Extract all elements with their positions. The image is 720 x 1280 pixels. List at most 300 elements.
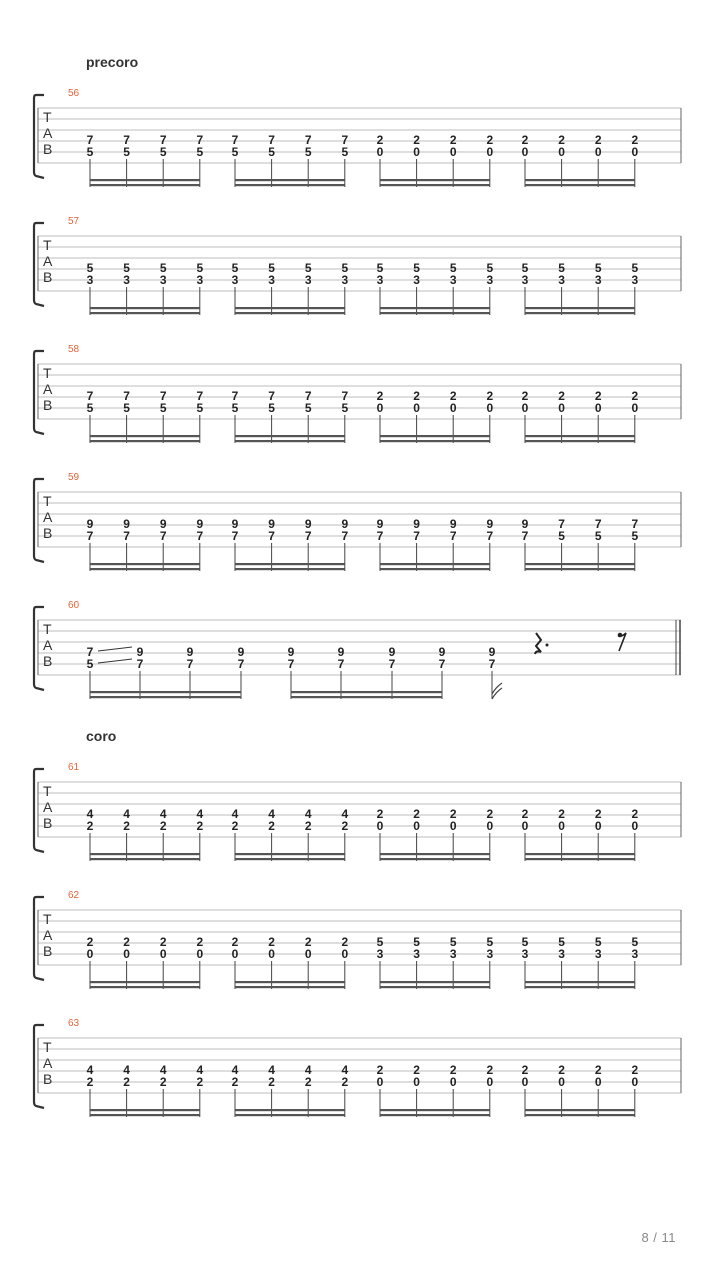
- fret-number: 2: [594, 807, 602, 821]
- beam: [525, 568, 635, 570]
- fret-number: 0: [376, 819, 384, 833]
- tab-letter-b: B: [43, 653, 53, 669]
- fret-number: 0: [631, 1075, 639, 1089]
- beam: [235, 435, 345, 437]
- tab-letter-a: A: [43, 799, 53, 815]
- fret-number: 3: [341, 273, 349, 287]
- fret-number: 3: [558, 947, 565, 961]
- fret-number: 5: [558, 935, 565, 949]
- tab-letter-b: B: [43, 525, 53, 541]
- fret-number: 7: [196, 529, 204, 543]
- fret-number: 2: [521, 807, 529, 821]
- fret-number: 3: [521, 273, 529, 287]
- fret-number: 0: [86, 947, 94, 961]
- fret-number: 2: [594, 133, 602, 147]
- tab-letter-t: T: [43, 493, 52, 509]
- fret-number: 2: [449, 389, 457, 403]
- staff-measure-62: [0, 890, 720, 994]
- fret-number: 2: [196, 1075, 204, 1089]
- beam: [235, 1114, 345, 1116]
- fret-number: 2: [631, 1063, 639, 1077]
- fret-number: 2: [594, 389, 602, 403]
- fret-number: 5: [123, 261, 130, 275]
- beam: [90, 307, 200, 309]
- fret-number: 0: [304, 947, 312, 961]
- measure-number: 61: [68, 762, 80, 773]
- beam: [380, 1114, 490, 1116]
- fret-number: 0: [449, 145, 457, 159]
- fret-number: 5: [159, 401, 167, 415]
- fret-number: 2: [449, 1063, 457, 1077]
- fret-number: 2: [558, 389, 565, 403]
- beam: [235, 568, 345, 570]
- beam: [90, 986, 200, 988]
- fret-number: 2: [521, 389, 529, 403]
- rest-dot: [546, 644, 549, 647]
- fret-number: 9: [86, 517, 94, 531]
- beam: [235, 179, 345, 181]
- staff-measure-61: [0, 762, 720, 866]
- beam: [380, 179, 490, 181]
- fret-number: 0: [413, 819, 420, 833]
- beam: [525, 858, 635, 860]
- fret-number: 2: [413, 389, 420, 403]
- beam: [90, 563, 200, 565]
- tab-letter-a: A: [43, 509, 53, 525]
- fret-number: 2: [231, 935, 239, 949]
- beam: [380, 440, 490, 442]
- fret-number: 2: [159, 1075, 167, 1089]
- fret-number: 5: [376, 935, 384, 949]
- beam: [525, 440, 635, 442]
- fret-number: 7: [159, 389, 167, 403]
- fret-number: 5: [341, 145, 349, 159]
- beam: [235, 563, 345, 565]
- beam: [525, 312, 635, 314]
- fret-number: 3: [159, 273, 167, 287]
- measure-number: 58: [68, 344, 80, 355]
- fret-number: 9: [268, 517, 275, 531]
- beam: [235, 184, 345, 186]
- fret-number: 2: [304, 819, 312, 833]
- fret-number: 7: [159, 529, 167, 543]
- fret-number: 4: [196, 807, 204, 821]
- fret-number: 4: [231, 807, 239, 821]
- fret-number: 7: [341, 389, 349, 403]
- staff-measure-56: [0, 88, 720, 192]
- tab-letter-t: T: [43, 237, 52, 253]
- beam: [235, 1109, 345, 1111]
- fret-number: 7: [86, 133, 94, 147]
- fret-number: 3: [376, 273, 384, 287]
- fret-number: 9: [123, 517, 130, 531]
- beam: [380, 563, 490, 565]
- fret-number: 3: [594, 947, 602, 961]
- beam: [525, 307, 635, 309]
- beam: [90, 435, 200, 437]
- fret-number: 2: [413, 807, 420, 821]
- fret-number: 5: [159, 145, 167, 159]
- fret-number: 0: [558, 1075, 565, 1089]
- fret-number: 2: [268, 1075, 275, 1089]
- beam: [380, 1109, 490, 1111]
- fret-number: 7: [268, 133, 275, 147]
- fret-number: 9: [231, 517, 239, 531]
- fret-number: 7: [486, 529, 494, 543]
- fret-number: 7: [488, 657, 496, 671]
- beam: [235, 986, 345, 988]
- tab-letter-b: B: [43, 269, 53, 285]
- fret-number: 7: [196, 133, 204, 147]
- fret-number: 5: [304, 261, 312, 275]
- fret-number: 2: [341, 935, 349, 949]
- fret-number: 7: [376, 529, 384, 543]
- fret-number: 7: [268, 529, 275, 543]
- tab-letter-a: A: [43, 927, 53, 943]
- fret-number: 2: [558, 133, 565, 147]
- beam: [525, 1114, 635, 1116]
- fret-number: 0: [521, 1075, 529, 1089]
- fret-number: 7: [341, 133, 349, 147]
- fret-number: 3: [413, 273, 420, 287]
- fret-number: 7: [268, 389, 275, 403]
- fret-number: 3: [231, 273, 239, 287]
- fret-number: 7: [186, 657, 194, 671]
- fret-number: 7: [449, 529, 457, 543]
- fret-number: 9: [196, 517, 204, 531]
- fret-number: 0: [594, 1075, 602, 1089]
- beam: [525, 853, 635, 855]
- fret-number: 7: [123, 529, 130, 543]
- fret-number: 7: [304, 529, 312, 543]
- fret-number: 2: [486, 133, 494, 147]
- tab-letter-b: B: [43, 141, 53, 157]
- fret-number: 5: [86, 401, 94, 415]
- fret-number: 7: [631, 517, 639, 531]
- fret-number: 5: [268, 401, 275, 415]
- fret-number: 0: [486, 1075, 494, 1089]
- fret-number: 0: [413, 1075, 420, 1089]
- fret-number: 7: [521, 529, 529, 543]
- fret-number: 3: [413, 947, 420, 961]
- fret-number: 0: [449, 401, 457, 415]
- fret-number: 5: [376, 261, 384, 275]
- fret-number: 0: [594, 145, 602, 159]
- fret-number: 4: [196, 1063, 204, 1077]
- fret-number: 9: [186, 645, 194, 659]
- fret-number: 2: [521, 1063, 529, 1077]
- fret-number: 5: [196, 401, 204, 415]
- fret-number: 0: [159, 947, 167, 961]
- fret-number: 4: [304, 807, 312, 821]
- fret-number: 7: [341, 529, 349, 543]
- fret-number: 0: [486, 145, 494, 159]
- beam: [90, 179, 200, 181]
- quarter-rest-icon: [535, 633, 541, 654]
- measure-number: 57: [68, 216, 80, 227]
- fret-number: 2: [631, 389, 639, 403]
- beam: [525, 1109, 635, 1111]
- fret-number: 3: [86, 273, 94, 287]
- fret-number: 5: [558, 529, 565, 543]
- fret-number: 3: [521, 947, 529, 961]
- beam: [380, 853, 490, 855]
- beam: [235, 981, 345, 983]
- fret-number: 4: [123, 1063, 130, 1077]
- fret-number: 2: [376, 1063, 384, 1077]
- measure-number: 59: [68, 472, 80, 483]
- fret-number: 0: [486, 401, 494, 415]
- fret-number: 0: [594, 819, 602, 833]
- fret-number: 2: [558, 807, 565, 821]
- fret-number: 0: [376, 401, 384, 415]
- fret-number: 4: [304, 1063, 312, 1077]
- beam: [380, 307, 490, 309]
- fret-number: 0: [631, 401, 639, 415]
- fret-number: 5: [341, 401, 349, 415]
- beam: [90, 440, 200, 442]
- beam: [235, 858, 345, 860]
- fret-number: 7: [237, 657, 245, 671]
- fret-number: 0: [558, 145, 565, 159]
- fret-number: 7: [231, 529, 239, 543]
- fret-number: 5: [196, 145, 204, 159]
- beam: [380, 568, 490, 570]
- tab-letter-b: B: [43, 815, 53, 831]
- fret-number: 7: [304, 389, 312, 403]
- measure-number: 63: [68, 1018, 80, 1029]
- fret-number: 3: [304, 273, 312, 287]
- fret-number: 0: [123, 947, 130, 961]
- fret-number: 0: [631, 145, 639, 159]
- fret-number: 3: [486, 947, 494, 961]
- fret-number: 2: [86, 935, 94, 949]
- fret-number: 2: [304, 1075, 312, 1089]
- fret-number: 7: [287, 657, 295, 671]
- fret-number: 9: [438, 645, 446, 659]
- fret-number: 2: [86, 819, 94, 833]
- beam: [525, 981, 635, 983]
- fret-number: 7: [558, 517, 565, 531]
- fret-number: 9: [304, 517, 312, 531]
- fret-number: 3: [449, 273, 457, 287]
- fret-number: 0: [376, 145, 384, 159]
- fret-number: 2: [341, 819, 349, 833]
- fret-number: 0: [231, 947, 239, 961]
- beam: [90, 853, 200, 855]
- fret-number: 3: [631, 273, 639, 287]
- fret-number: 5: [123, 145, 130, 159]
- fret-number: 5: [413, 935, 420, 949]
- fret-number: 5: [486, 935, 494, 949]
- fret-number: 2: [231, 819, 239, 833]
- staff-measure-59: [0, 472, 720, 576]
- fret-number: 0: [631, 819, 639, 833]
- beam: [380, 858, 490, 860]
- tab-letter-b: B: [43, 1071, 53, 1087]
- fret-number: 5: [341, 261, 349, 275]
- fret-number: 2: [341, 1075, 349, 1089]
- fret-number: 7: [196, 389, 204, 403]
- fret-number: 0: [268, 947, 275, 961]
- fret-number: 5: [123, 401, 130, 415]
- beam: [90, 858, 200, 860]
- fret-number: 0: [521, 401, 529, 415]
- fret-number: 7: [304, 133, 312, 147]
- fret-number: 9: [287, 645, 295, 659]
- fret-number: 2: [159, 935, 167, 949]
- beam: [235, 853, 345, 855]
- fret-number: 0: [521, 145, 529, 159]
- staff-measure-57: [0, 216, 720, 320]
- fret-number: 0: [521, 819, 529, 833]
- beam: [90, 691, 241, 693]
- fret-number: 0: [376, 1075, 384, 1089]
- fret-number: 9: [376, 517, 384, 531]
- fret-number: 2: [631, 807, 639, 821]
- fret-number: 5: [86, 145, 94, 159]
- fret-number: 7: [231, 133, 239, 147]
- fret-number: 7: [123, 389, 130, 403]
- fret-number: 4: [268, 1063, 275, 1077]
- fret-number: 5: [449, 261, 457, 275]
- fret-number: 9: [521, 517, 529, 531]
- fret-number: 2: [631, 133, 639, 147]
- beam: [90, 184, 200, 186]
- fret-number: 2: [159, 819, 167, 833]
- section-label-coro: coro: [86, 728, 117, 744]
- note-flag: [492, 688, 502, 699]
- beam: [380, 312, 490, 314]
- slide-line: [98, 659, 132, 663]
- fret-number: 5: [86, 261, 94, 275]
- fret-number: 2: [521, 133, 529, 147]
- tab-letter-t: T: [43, 911, 52, 927]
- fret-number: 2: [413, 1063, 420, 1077]
- measure-number: 62: [68, 890, 80, 901]
- fret-number: 0: [413, 145, 420, 159]
- fret-number: 2: [486, 1063, 494, 1077]
- fret-number: 4: [123, 807, 130, 821]
- staff-measure-63: [0, 1018, 720, 1122]
- beam: [90, 1114, 200, 1116]
- tab-letter-t: T: [43, 621, 52, 637]
- fret-number: 2: [558, 1063, 565, 1077]
- measure-number: 56: [68, 88, 80, 99]
- fret-number: 5: [231, 401, 239, 415]
- fret-number: 0: [196, 947, 204, 961]
- fret-number: 0: [449, 1075, 457, 1089]
- fret-number: 7: [86, 529, 94, 543]
- fret-number: 5: [521, 935, 529, 949]
- fret-number: 5: [268, 145, 275, 159]
- fret-number: 3: [594, 273, 602, 287]
- page-number: 8 / 11: [641, 1230, 676, 1245]
- tab-letter-a: A: [43, 125, 53, 141]
- tab-letter-b: B: [43, 397, 53, 413]
- fret-number: 4: [341, 1063, 349, 1077]
- fret-number: 4: [159, 807, 167, 821]
- fret-number: 0: [449, 819, 457, 833]
- tab-letter-t: T: [43, 783, 52, 799]
- fret-number: 7: [594, 517, 602, 531]
- fret-number: 9: [341, 517, 349, 531]
- tab-letter-a: A: [43, 381, 53, 397]
- fret-number: 2: [486, 807, 494, 821]
- fret-number: 5: [631, 261, 639, 275]
- fret-number: 5: [86, 657, 94, 671]
- fret-number: 3: [376, 947, 384, 961]
- beam: [380, 435, 490, 437]
- fret-number: 2: [196, 819, 204, 833]
- fret-number: 5: [231, 261, 239, 275]
- fret-number: 0: [558, 401, 565, 415]
- beam: [90, 312, 200, 314]
- fret-number: 5: [631, 935, 639, 949]
- fret-number: 5: [304, 401, 312, 415]
- tab-letter-a: A: [43, 637, 53, 653]
- beam: [90, 568, 200, 570]
- fret-number: 4: [231, 1063, 239, 1077]
- fret-number: 2: [86, 1075, 94, 1089]
- fret-number: 0: [413, 401, 420, 415]
- beam: [380, 986, 490, 988]
- beam: [291, 696, 442, 698]
- fret-number: 7: [413, 529, 420, 543]
- fret-number: 0: [341, 947, 349, 961]
- fret-number: 5: [594, 935, 602, 949]
- fret-number: 4: [159, 1063, 167, 1077]
- beam: [525, 986, 635, 988]
- fret-number: 5: [631, 529, 639, 543]
- section-label-precoro: precoro: [86, 54, 139, 70]
- beam: [235, 312, 345, 314]
- fret-number: 9: [486, 517, 494, 531]
- fret-number: 5: [521, 261, 529, 275]
- fret-number: 9: [413, 517, 420, 531]
- fret-number: 5: [486, 261, 494, 275]
- fret-number: 3: [268, 273, 275, 287]
- fret-number: 3: [123, 273, 130, 287]
- fret-number: 3: [558, 273, 565, 287]
- fret-number: 9: [159, 517, 167, 531]
- fret-number: 2: [304, 935, 312, 949]
- fret-number: 2: [123, 1075, 130, 1089]
- fret-number: 2: [486, 389, 494, 403]
- fret-number: 2: [594, 1063, 602, 1077]
- beam: [525, 184, 635, 186]
- beam: [90, 1109, 200, 1111]
- fret-number: 9: [237, 645, 245, 659]
- fret-number: 0: [486, 819, 494, 833]
- fret-number: 0: [558, 819, 565, 833]
- fret-number: 5: [268, 261, 275, 275]
- tab-letter-a: A: [43, 1055, 53, 1071]
- fret-number: 4: [86, 807, 94, 821]
- fret-number: 2: [196, 935, 204, 949]
- fret-number: 7: [86, 645, 94, 659]
- fret-number: 5: [449, 935, 457, 949]
- fret-number: 9: [449, 517, 457, 531]
- fret-number: 2: [449, 807, 457, 821]
- beam: [235, 307, 345, 309]
- fret-number: 7: [438, 657, 446, 671]
- staff-measure-58: [0, 344, 720, 448]
- fret-number: 2: [268, 935, 275, 949]
- beam: [380, 184, 490, 186]
- fret-number: 7: [136, 657, 144, 671]
- fret-number: 7: [123, 133, 130, 147]
